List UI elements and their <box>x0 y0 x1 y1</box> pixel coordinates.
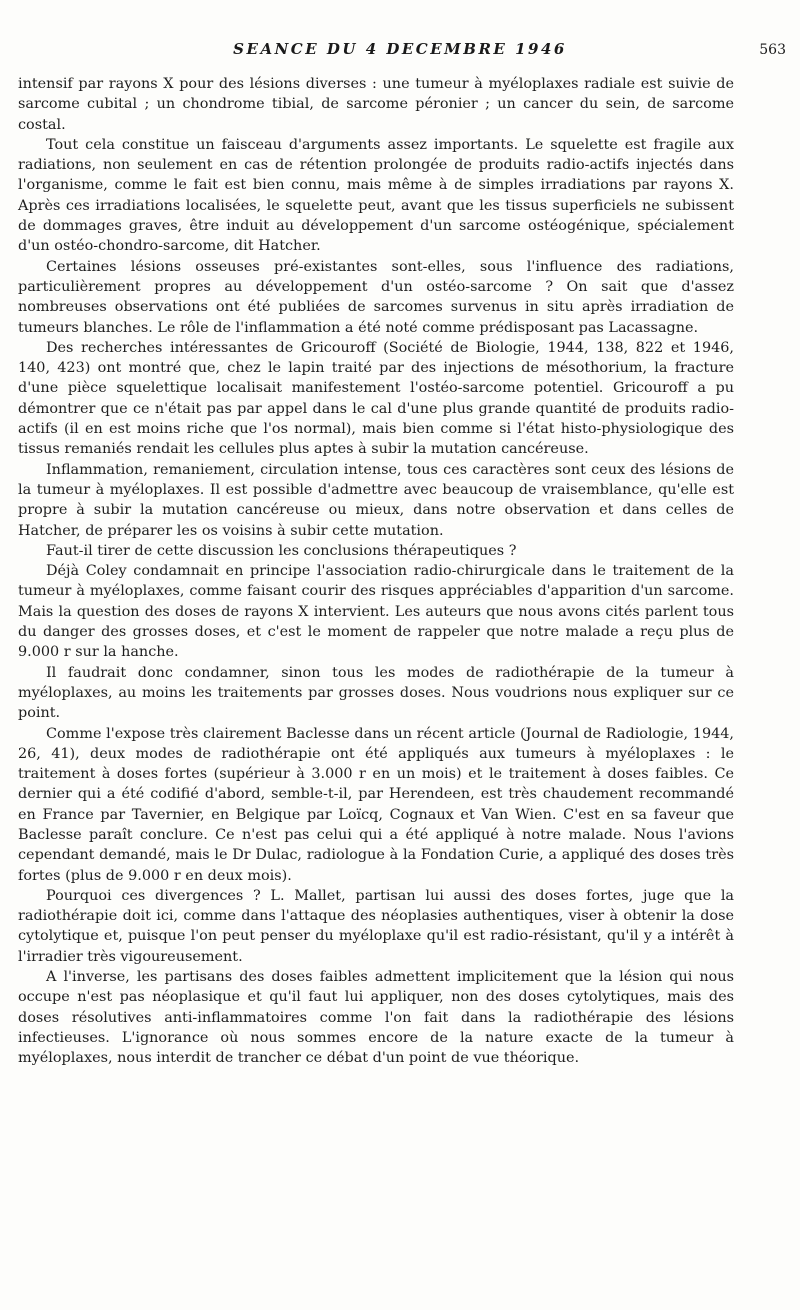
paragraph-3: Certaines lésions osseuses pré-existantes sont-elles, sous l'influence des radiations, particulièrement propres au développement d'un ostéo-sarcome ? On sait que d'assez nombreuses observations ont été publiées de sarcomes survenus in situ après irradiation de tumeurs blanches. Le rôle de l'inflammation a été noté comme prédisposant pas Lacassagne. <box>18 258 734 336</box>
page-number: 563 <box>759 42 786 58</box>
paragraph-7: Déjà Coley condamnait en principe l'association radio-chirurgicale dans le traitement de la tumeur à myéloplaxes, comme faisant courir des risques appréciables d'apparition d'un sarcome. Mais la question des doses de rayons X intervient. Les auteurs que nous avons cités parlent tous du danger des grosses doses, et c'est le moment de rappeler que notre malade a reçu plus de 9.000 r sur la hanche. <box>18 563 734 661</box>
paragraph-10: Pourquoi ces divergences ? L. Mallet, partisan lui aussi des doses fortes, juge que la radiothérapie doit ici, comme dans l'attaque des néoplasies authentiques, viser à obtenir la dose cytolytique et, puisque l'on peut penser du myéloplaxe qu'il est radio-résistant, qu'il y a intérêt à l'irradier très vigoureusement. <box>18 887 734 965</box>
paragraph-1: intensif par rayons X pour des lésions diverses : une tumeur à myéloplaxes radiale est suivie de sarcome cubital ; un chondrome tibial, de sarcome péronier ; un cancer du sein, de sarcome costal. <box>18 76 734 133</box>
paragraph-9: Comme l'expose très clairement Baclesse dans un récent article (Journal de Radiologie, 1944, 26, 41), deux modes de radiothérapie ont été appliqués aux tumeurs à myéloplaxes : le traitement à doses fortes (supérieur à 3.000 r en un mois) et le traitement à doses faibles. Ce dernier qui a été codifié d'abord, semble-t-il, par Herendeen, est très chaudement recommandé en France par Tavernier, en Belgique par Loïcq, Cognaux et Van Wien. C'est en sa faveur que Baclesse paraît conclure. Ce n'est pas celui qui a été appliqué à notre malade. Nous l'avions cependant demandé, mais le Dr Dulac, radiologue à la Fondation Curie, a appliqué des doses très fortes (plus de 9.000 r en deux mois). <box>18 725 734 884</box>
paragraph-11: A l'inverse, les partisans des doses faibles admettent implicitement que la lésion qui nous occupe n'est pas néoplasique et qu'il faut lui appliquer, non des doses cytolytiques, mais des doses résolutives anti-inflammatoires comme l'on fait dans la radiothérapie des lésions infectieuses. L'ignorance où nous sommes encore de la nature exacte de la tumeur à myéloplaxes, nous interdit de trancher ce débat d'un point de vue théorique. <box>18 969 734 1067</box>
paragraph-6: Faut-il tirer de cette discussion les conclusions thérapeutiques ? <box>46 542 517 559</box>
paragraph-4: Des recherches intéressantes de Gricouroff (Société de Biologie, 1944, 138, 822 et 1946, 140, 423) ont montré que, chez le lapin traité par des injections de mésothorium, la fracture d'une pièce squelettique localisait manifestement l'ostéo-sarcome potentiel. Gricouroff a pu démontrer que ce n'était pas par appel dans le cal d'une plus grande quantité de produits radio-actifs (il en est moins riche que l'os normal), mais bien comme si l'état histo-physiologique des tissus remaniés rendait les cellules plus aptes à subir la mutation cancéreuse. <box>18 339 734 458</box>
paragraph-5: Inflammation, remaniement, circulation intense, tous ces caractères sont ceux des lésions de la tumeur à myéloplaxes. Il est possible d'admettre avec beaucoup de vraisemblance, qu'elle est propre à subir la mutation cancéreuse ou mieux, dans notre observation et dans celles de Hatcher, de préparer les os voisins à subir cette mutation. <box>18 461 734 539</box>
running-head: SEANCE DU 4 DECEMBRE 1946 <box>233 40 567 58</box>
body-text <box>18 74 734 1069</box>
page-header <box>0 38 800 66</box>
paragraph-2: Tout cela constitue un faisceau d'arguments assez importants. Le squelette est fragile aux radiations, non seulement en cas de rétention prolongée de produits radio-actifs injectés dans l'organisme, comme le fait est bien connu, mais même à de simples irradiations par rayons X. Après ces irradiations localisées, le squelette peut, avant que les tissus superficiels ne subissent de dommages graves, être induit au développement d'un sarcome ostéogénique, spécialement d'un ostéo-chondro-sarcome, dit Hatcher. <box>18 136 734 255</box>
paragraph-8: Il faudrait donc condamner, sinon tous les modes de radiothérapie de la tumeur à myéloplaxes, au moins les traitements par grosses doses. Nous voudrions nous expliquer sur ce point. <box>18 664 734 722</box>
